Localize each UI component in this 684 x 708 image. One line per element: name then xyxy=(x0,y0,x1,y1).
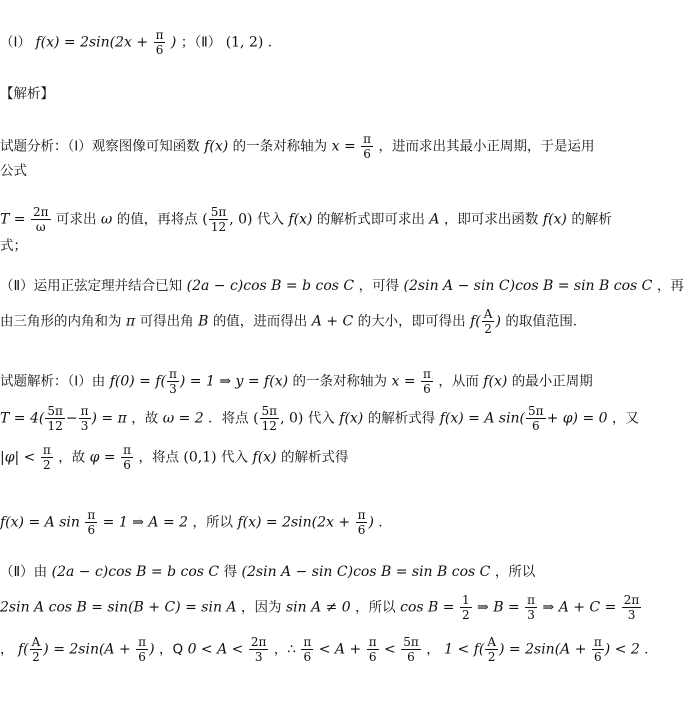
math: x = xyxy=(391,373,416,390)
answer-part1-label: （Ⅰ） xyxy=(0,34,31,51)
math: f( xyxy=(17,641,29,658)
answer-end: ． xyxy=(267,34,282,51)
analysis-line-4: 式； xyxy=(0,238,27,254)
text: ，可得 xyxy=(358,278,400,294)
frac-A-over-2: $\frac{A}{2}$ xyxy=(31,635,41,664)
math: , 0) xyxy=(229,211,253,228)
answer-f-close: ) xyxy=(170,34,177,51)
solution-line-7 xyxy=(0,635,658,664)
math: ) = 2sin(A + xyxy=(499,641,587,658)
math-fx: f(x) xyxy=(204,138,229,155)
math: ( xyxy=(202,211,208,228)
text: ，所以 xyxy=(494,564,536,580)
math-fx: f(x) xyxy=(252,449,277,466)
frac-pi-over-6: $\frac{\pi}{6}$ xyxy=(357,508,366,537)
frac-pi-over-2: $\frac{\pi}{2}$ xyxy=(42,443,51,472)
answer-separator: ；（Ⅱ） xyxy=(180,34,222,51)
frac-5pi-over-12: $\frac{5\pi}{12}$ xyxy=(210,205,227,234)
text: 的值，进而得出 xyxy=(212,313,308,330)
math: ⇒ xyxy=(477,599,489,616)
analysis-line-6 xyxy=(0,307,630,336)
frac-2pi-over-3: $\frac{2\pi}{3}$ xyxy=(623,593,640,622)
text: 的最小正周期 xyxy=(511,373,593,390)
frac-5pi-over-6: $\frac{5\pi}{6}$ xyxy=(403,635,419,664)
frac-pi-over-3: $\frac{\pi}{3}$ xyxy=(527,593,536,622)
math: φ = xyxy=(89,449,116,466)
math-B: B xyxy=(198,313,209,330)
frac-2pi-over-omega: $\frac{2\pi}{\omega}$ xyxy=(32,205,49,234)
math-fx: f(x) xyxy=(288,211,313,228)
text: ，故 xyxy=(58,449,86,466)
answer-line xyxy=(0,28,630,57)
math: T = 4( xyxy=(0,410,45,427)
math: ⇒ xyxy=(542,599,555,616)
answer-pi-over-6: $\frac{\pi}{6}$ xyxy=(155,28,164,57)
math-A-plus-C: A + C xyxy=(311,313,354,330)
text: 的取值范围． xyxy=(505,313,587,330)
math: 0 < A < xyxy=(187,641,244,658)
text: 可得出角 xyxy=(139,313,194,330)
math: ) xyxy=(368,514,374,531)
math-fx: f(x) xyxy=(483,373,508,390)
math: ) < 2 xyxy=(604,641,640,658)
text: 的大小，即可得出 xyxy=(357,313,466,330)
text: 的一条对称轴为 xyxy=(292,373,388,390)
math: B = xyxy=(493,599,520,616)
text: ， xyxy=(0,641,14,658)
solution-line-2 xyxy=(0,404,639,433)
frac-pi-over-6: $\frac{\pi}{6}$ xyxy=(138,635,147,664)
text: ，所以 xyxy=(355,599,396,616)
text: 的值，再将点 xyxy=(116,211,198,228)
text: ，进而求出其最小正周期，于是运用 xyxy=(378,138,595,155)
text: ，Q xyxy=(158,641,184,658)
math-known: (2a − c)cos B = b cos C xyxy=(186,278,355,294)
math: , 0) xyxy=(280,410,304,427)
frac-pi-over-6: $\frac{\pi}{6}$ xyxy=(423,367,431,396)
solution-line-1 xyxy=(0,367,630,396)
math: (0,1) xyxy=(183,449,217,466)
math: (2a − c)cos B = b cos C xyxy=(51,564,220,580)
math: A + C = xyxy=(558,599,617,616)
text: （Ⅱ）运用正弦定理并结合已知 xyxy=(0,278,183,294)
math: < A + xyxy=(318,641,362,658)
math: ) xyxy=(149,641,155,658)
math-A: A xyxy=(429,211,440,228)
math-x-eq: x = xyxy=(331,138,356,155)
text: ， xyxy=(426,641,440,658)
frac-pi-over-6: $\frac{\pi}{6}$ xyxy=(363,132,372,161)
frac-pi-over-6: $\frac{\pi}{6}$ xyxy=(87,508,96,537)
analysis-line-3 xyxy=(0,205,630,234)
math: = 1 ⇒ A = 2 xyxy=(102,514,189,531)
math: y = f(x) xyxy=(235,373,289,390)
analysis-line-1 xyxy=(0,132,630,161)
text: 的解析式得 xyxy=(280,449,349,466)
math: ) xyxy=(495,313,501,330)
frac-5pi-over-12: $\frac{5\pi}{12}$ xyxy=(47,404,63,433)
solution-line-3 xyxy=(0,443,630,472)
analysis-line-2: 公式 xyxy=(0,163,27,179)
text: 得 xyxy=(223,564,238,580)
text: ，∴ xyxy=(273,641,296,658)
text: 代入 xyxy=(221,449,249,466)
frac-pi-over-3: $\frac{\pi}{3}$ xyxy=(80,404,89,433)
text: 由三角形的内角和为 xyxy=(0,313,122,330)
analysis-label: 试题分析：（Ⅰ）观察图像可知函数 xyxy=(0,138,200,155)
frac-pi-over-6: $\frac{\pi}{6}$ xyxy=(303,635,312,664)
math-T-eq: T = xyxy=(0,211,26,228)
answer-f-lhs: f(x) = 2sin(2x + xyxy=(35,34,149,51)
text: ． xyxy=(378,514,392,531)
frac-pi-over-3: $\frac{\pi}{3}$ xyxy=(168,367,177,396)
text: 代入 xyxy=(307,410,335,427)
frac-A-over-2: $\frac{A}{2}$ xyxy=(483,307,493,336)
math: f(0) = f( xyxy=(109,373,166,390)
text: 的一条对称轴为 xyxy=(232,138,328,155)
math: ω = 2 xyxy=(162,410,204,427)
solution-line-5 xyxy=(0,561,630,583)
math: ) = 1 ⇒ xyxy=(179,373,232,390)
frac-A-over-2: $\frac{A}{2}$ xyxy=(487,635,497,664)
math: f( xyxy=(470,313,481,330)
solution-line-4 xyxy=(0,508,630,537)
math: f(x) = A sin( xyxy=(439,410,526,427)
math: (2sin A − sin C)cos B = sin B cos C xyxy=(241,564,491,580)
math: f(x) = 2sin(2x + xyxy=(237,514,351,531)
math: 2sin A cos B = sin(B + C) = sin A xyxy=(0,599,237,616)
text: ．将点 xyxy=(208,410,249,427)
text: ，因为 xyxy=(240,599,282,616)
math-derived: (2sin A − sin C)cos B = sin B cos C xyxy=(403,278,653,294)
math: < xyxy=(384,641,396,658)
frac-5pi-over-6: $\frac{5\pi}{6}$ xyxy=(528,404,544,433)
math: |φ| < xyxy=(0,449,36,466)
text: 的解析式得 xyxy=(367,410,436,427)
math: ) = π xyxy=(91,410,127,427)
text: ． xyxy=(644,641,658,658)
text: 可求出 xyxy=(55,211,97,228)
text: 的解析式即可求出 xyxy=(316,211,425,228)
math: 1 < f( xyxy=(444,641,485,658)
text: ，再 xyxy=(656,278,684,294)
text: ，故 xyxy=(131,410,159,427)
text: （Ⅱ）由 xyxy=(0,564,48,580)
text: ，将点 xyxy=(138,449,179,466)
math: cos B = xyxy=(400,599,455,616)
frac-pi-over-6: $\frac{\pi}{6}$ xyxy=(368,635,377,664)
text: ，即可求出函数 xyxy=(443,211,539,228)
math: ) = 2sin(A + xyxy=(43,641,131,658)
math: − xyxy=(65,410,78,427)
solution-label: 试题解析：（Ⅰ）由 xyxy=(0,373,106,390)
frac-1-over-2: $\frac{1}{2}$ xyxy=(461,593,470,622)
frac-pi-over-6: $\frac{\pi}{6}$ xyxy=(123,443,131,472)
text: ，又 xyxy=(612,410,639,427)
solution-line-6 xyxy=(0,593,640,622)
analysis-line-5 xyxy=(0,275,684,297)
analysis-heading: 【解析】 xyxy=(0,86,54,102)
math: sin A ≠ 0 xyxy=(285,599,351,616)
text: ，从而 xyxy=(438,373,479,390)
text: ，所以 xyxy=(192,514,233,531)
text: 的解析 xyxy=(571,211,612,228)
math: + φ) = 0 xyxy=(546,410,608,427)
answer-range: (1, 2) xyxy=(225,34,264,51)
math-fx: f(x) xyxy=(339,410,364,427)
math: f(x) = A sin xyxy=(0,514,80,531)
text: 代入 xyxy=(256,211,284,228)
frac-5pi-over-12: $\frac{5\pi}{12}$ xyxy=(261,404,278,433)
frac-pi-over-6: $\frac{\pi}{6}$ xyxy=(593,635,602,664)
math-fx: f(x) xyxy=(542,211,567,228)
math-omega: ω xyxy=(100,211,113,228)
math: ( xyxy=(253,410,259,427)
math-pi: π xyxy=(125,313,136,330)
frac-2pi-over-3: $\frac{2\pi}{3}$ xyxy=(250,635,267,664)
